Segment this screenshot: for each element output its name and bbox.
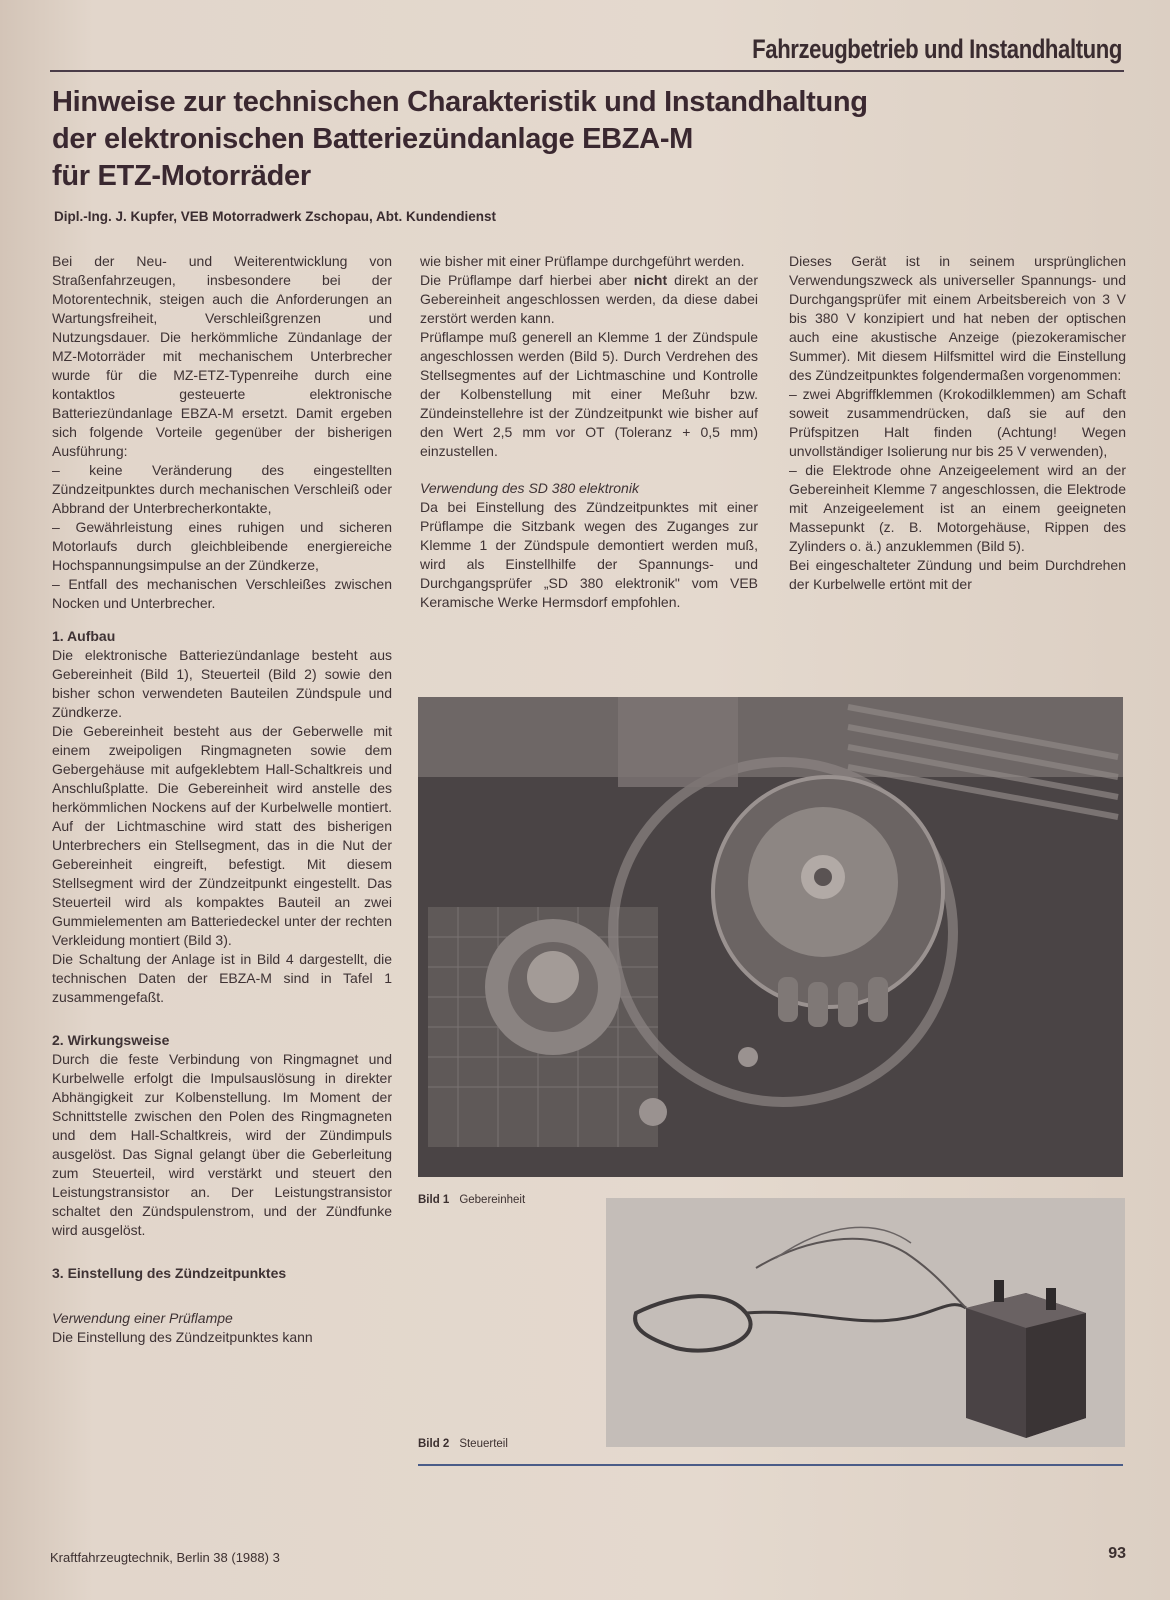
text-column-3: [789, 252, 1126, 594]
engine-photo-illustration: [418, 697, 1123, 1177]
col3-paragraph: Dieses Gerät ist in seinem ursprünglichen Verwendungszweck als universeller Spannungs- und Durchgangsprüfer mit einem Arbeitsbereich von 3 V bis 380 V konzipiert und hat neben der optischen auch eine akustische Anzeige (piezokeramischer Summer). Mit diesem Hilfsmittel wird die Einstellung des Zündzeitpunktes folgendermaßen vorgenommen:: [789, 253, 1126, 383]
pruef-paragraph: Die Einstellung des Zündzeitpunktes kann: [52, 1329, 313, 1345]
aufbau-paragraph: Die Gebereinheit besteht aus der Geberwelle mit einem zweipoligen Ringmagneten sowie dem Gebergehäuse mit aufgeklebtem Hall-Schaltkreis und Anschlußplatte. Die Gebereinheit wird anstelle des herkömmlichen Nockens auf der Kurbelwelle montiert. Auf der Lichtmaschine wird statt des bisherigen Unterbrechers ein Stellsegment, das in die Nut der Gebereinheit eingreift, befestigt. Mit diesem Stellsegment wird der Zündzeitpunkt eingestellt. Das Steuerteil wird als kompaktes Bauteil an zwei Gummielementen am Batteriedeckel unter der rechten Verkleidung montiert (Bild 3).: [52, 723, 392, 948]
advantage-item: – Gewährleistung eines ruhigen und sicheren Motorlaufs durch gleichbleibende energiereiche Hochspannungsimpulse an der Zündkerze,: [52, 519, 392, 573]
heading-wirkungsweise: 2. Wirkungsweise: [52, 1032, 170, 1048]
article-title: [52, 84, 1102, 195]
title-line-2: der elektronischen Batteriezündanlage EBZA-M: [52, 123, 694, 155]
col3-paragraph: Bei eingeschalteter Zündung und beim Durchdrehen der Kurbelwelle ertönt mit der: [789, 557, 1126, 592]
caption-text-2: Steuerteil: [459, 1438, 508, 1450]
col2-paragraph: Prüflampe muß generell an Klemme 1 der Zündspule angeschlossen werden (Bild 5). Durch Verdrehen des Stellsegmentes auf der Lichtmaschine und Kontrolle der Kolbenstellung mit einer Meßuhr bzw. Zündeinstellehre ist der Zündzeitpunkt wie bisher auf den Wert 2,5 mm vor OT (Toleranz + 0,5 mm) einzustellen.: [420, 329, 758, 459]
section-header: Fahrzeugbetrieb und Instandhaltung: [752, 34, 1122, 64]
bottom-rule: [418, 1464, 1123, 1466]
procedure-step: – die Elektrode ohne Anzeigeelement wird an der Gebereinheit Klemme 7 angeschlossen, die Elektrode mit Anzeigeelement ist an einem geeigneten Massepunkt (z. B. Motorgehäuse, Rippen des Zylinders o. ä.) anzuklemmen (Bild 5).: [789, 462, 1126, 554]
advantage-item: – Entfall des mechanischen Verschleißes zwischen Nocken und Unterbrecher.: [52, 576, 392, 611]
photo-gebereinheit: [418, 697, 1123, 1177]
figure-caption-2: [418, 1438, 508, 1450]
intro-paragraph: Bei der Neu- und Weiterentwicklung von Straßenfahrzeugen, insbesondere bei der Motorentechnik, steigen auch die Anforderungen an Wartungsfreiheit, Verschleißgrenzen und Nutzungsdauer. Die herkömmliche Zündanlage der MZ-Motorräder mit mechanischem Unterbrecher wurde für die MZ-ETZ-Typenreihe durch eine kontaktlos gesteuerte elektronische Batteriezündanlage EBZA-M ersetzt. Damit ergeben sich folgende Vorteile gegenüber der bisherigen Ausführung:: [52, 253, 392, 459]
caption-label-2: Bild 2: [418, 1438, 450, 1450]
heading-aufbau: 1. Aufbau: [52, 628, 116, 644]
col2-paragraph: Da bei Einstellung des Zündzeitpunktes mit einer Prüflampe die Sitzbank wegen des Zuganges zur Klemme 1 der Zündspule demontiert werden muß, wird als Einstellhilfe der Spannungs- und Durchgangsprüfer „SD 380 elektronik" vom VEB Keramische Werke Hermsdorf empfohlen.: [420, 499, 758, 610]
aufbau-paragraph: Die elektronische Batteriezündanlage besteht aus Gebereinheit (Bild 1), Steuerteil (Bild 2) sowie den bisher schon verwendeten Bauteilen Zündspule und Zündkerze.: [52, 647, 392, 720]
emphasis-nicht: nicht: [633, 272, 668, 288]
title-line-3: für ETZ-Motorräder: [52, 160, 311, 192]
figure-caption-1: [418, 1194, 525, 1206]
title-line-1: Hinweise zur technischen Charakteristik und Instandhaltung: [52, 86, 868, 118]
photo-steuerteil: [606, 1198, 1125, 1447]
page-number: 93: [1108, 1545, 1126, 1562]
wirkung-paragraph: Durch die feste Verbindung von Ringmagnet und Kurbelwelle erfolgt die Impulsauslösung in direkter Abhängigkeit zur Kolbenstellung. Im Moment der Schnittstelle zwischen den Polen des Ringmagneten und dem Hall-Schaltkreis, wird der Zündimpuls ausgelöst. Das Signal gelangt über die Geberleitung zum Steuerteil, wird verstärkt und steuert den Leistungstransistor an. Der Leistungstransistor schaltet den Zündspulenstrom, und der Zündfunke wird ausgelöst.: [52, 1051, 392, 1238]
subheading-sd380: Verwendung des SD 380 elektronik: [420, 480, 639, 496]
warning-paragraph: Die Prüflampe darf hierbei aber nicht direkt an der Gebereinheit angeschlossen werden, da diese dabei zerstört werden kann.: [420, 272, 758, 326]
caption-label-1: Bild 1: [418, 1194, 450, 1206]
caption-text-1: Gebereinheit: [459, 1194, 526, 1206]
journal-footer: Kraftfahrzeugtechnik, Berlin 38 (1988) 3: [50, 1550, 280, 1565]
author-byline: Dipl.-Ing. J. Kupfer, VEB Motorradwerk Zschopau, Abt. Kundendienst: [54, 209, 497, 224]
control-unit-photo-illustration: [606, 1198, 1125, 1447]
advantage-item: – keine Veränderung des eingestellten Zündzeitpunktes durch mechanischen Verschleiß oder Abbrand der Unterbrecherkontakte,: [52, 462, 392, 516]
col2-paragraph: wie bisher mit einer Prüflampe durchgeführt werden.: [420, 253, 745, 269]
procedure-step: – zwei Abgriffklemmen (Krokodilklemmen) am Schaft soweit zusammendrücken, daß sie auf den Prüfspitzen Halt finden (Achtung! Wegen unvollständiger Isolierung nur bis 25 V verwenden),: [789, 386, 1126, 459]
subheading-prueflampe: Verwendung einer Prüflampe: [52, 1310, 233, 1326]
aufbau-paragraph: Die Schaltung der Anlage ist in Bild 4 dargestellt, die technischen Daten der EBZA-M sind in Tafel 1 zusammengefaßt.: [52, 951, 392, 1005]
text-column-2: [420, 252, 758, 612]
text-column-1: [52, 252, 392, 1347]
header-rule: [50, 70, 1124, 72]
heading-einstellung: 3. Einstellung des Zündzeitpunktes: [52, 1265, 287, 1281]
